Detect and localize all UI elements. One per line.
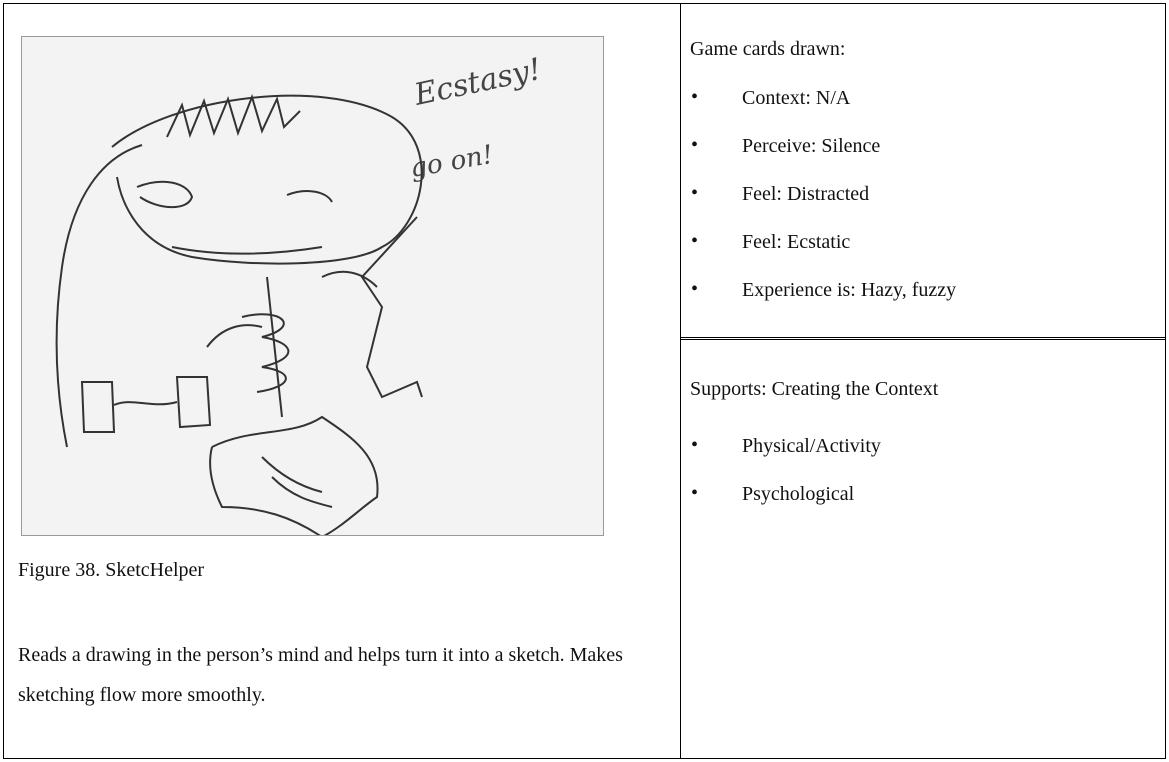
bullet-icon: • <box>691 134 699 156</box>
sketch-drawing <box>22 37 604 536</box>
bullet-icon: • <box>691 482 699 504</box>
bullet-icon: • <box>691 434 699 456</box>
sketch-pen <box>267 277 282 417</box>
sketch-hand <box>322 272 377 287</box>
sketch-right-arm <box>362 217 422 397</box>
left-cell <box>4 4 680 758</box>
right-cell <box>681 4 1165 758</box>
game-card-item: Feel: Distracted <box>742 183 870 205</box>
supports-heading: Supports: Creating the Context <box>690 378 939 400</box>
sketch-text-ecstasy: Ecstasy! <box>411 51 545 113</box>
sketch-eye-right <box>287 191 332 202</box>
section-divider <box>681 337 1165 340</box>
sketch-text-go-on: go on! <box>408 139 496 184</box>
sketch-paper <box>210 417 378 536</box>
game-cards-heading: Game cards drawn: <box>690 38 846 60</box>
game-card-item: Context: N/A <box>742 87 851 109</box>
sketch-box-left <box>82 382 114 432</box>
sketch-mouth <box>172 247 322 254</box>
sketch-image <box>21 36 604 536</box>
sketch-hair <box>167 97 300 137</box>
sketch-eye-left <box>137 182 192 207</box>
game-card-item: Experience is: Hazy, fuzzy <box>742 279 957 301</box>
game-card-item: Feel: Ecstatic <box>742 231 851 253</box>
bullet-icon: • <box>691 182 699 204</box>
game-card-item: Perceive: Silence <box>742 135 881 157</box>
sketch-paper-line-2 <box>272 477 332 507</box>
figure-description: Reads a drawing in the person’s mind and helps turn it into a sketch. Makes sketching flow more smoothly. <box>18 644 623 706</box>
sketch-left-hand <box>207 325 262 347</box>
bullet-icon: • <box>691 278 699 300</box>
support-item: Physical/Activity <box>742 435 881 457</box>
support-item: Psychological <box>742 483 855 505</box>
sketch-connector <box>114 402 177 405</box>
sketch-paper-line-1 <box>262 457 322 492</box>
bullet-icon: • <box>691 86 699 108</box>
figure-table <box>3 3 1166 759</box>
figure-caption: Figure 38. SketcHelper <box>18 559 205 581</box>
sketch-box-right <box>177 377 210 427</box>
bullet-icon: • <box>691 230 699 252</box>
